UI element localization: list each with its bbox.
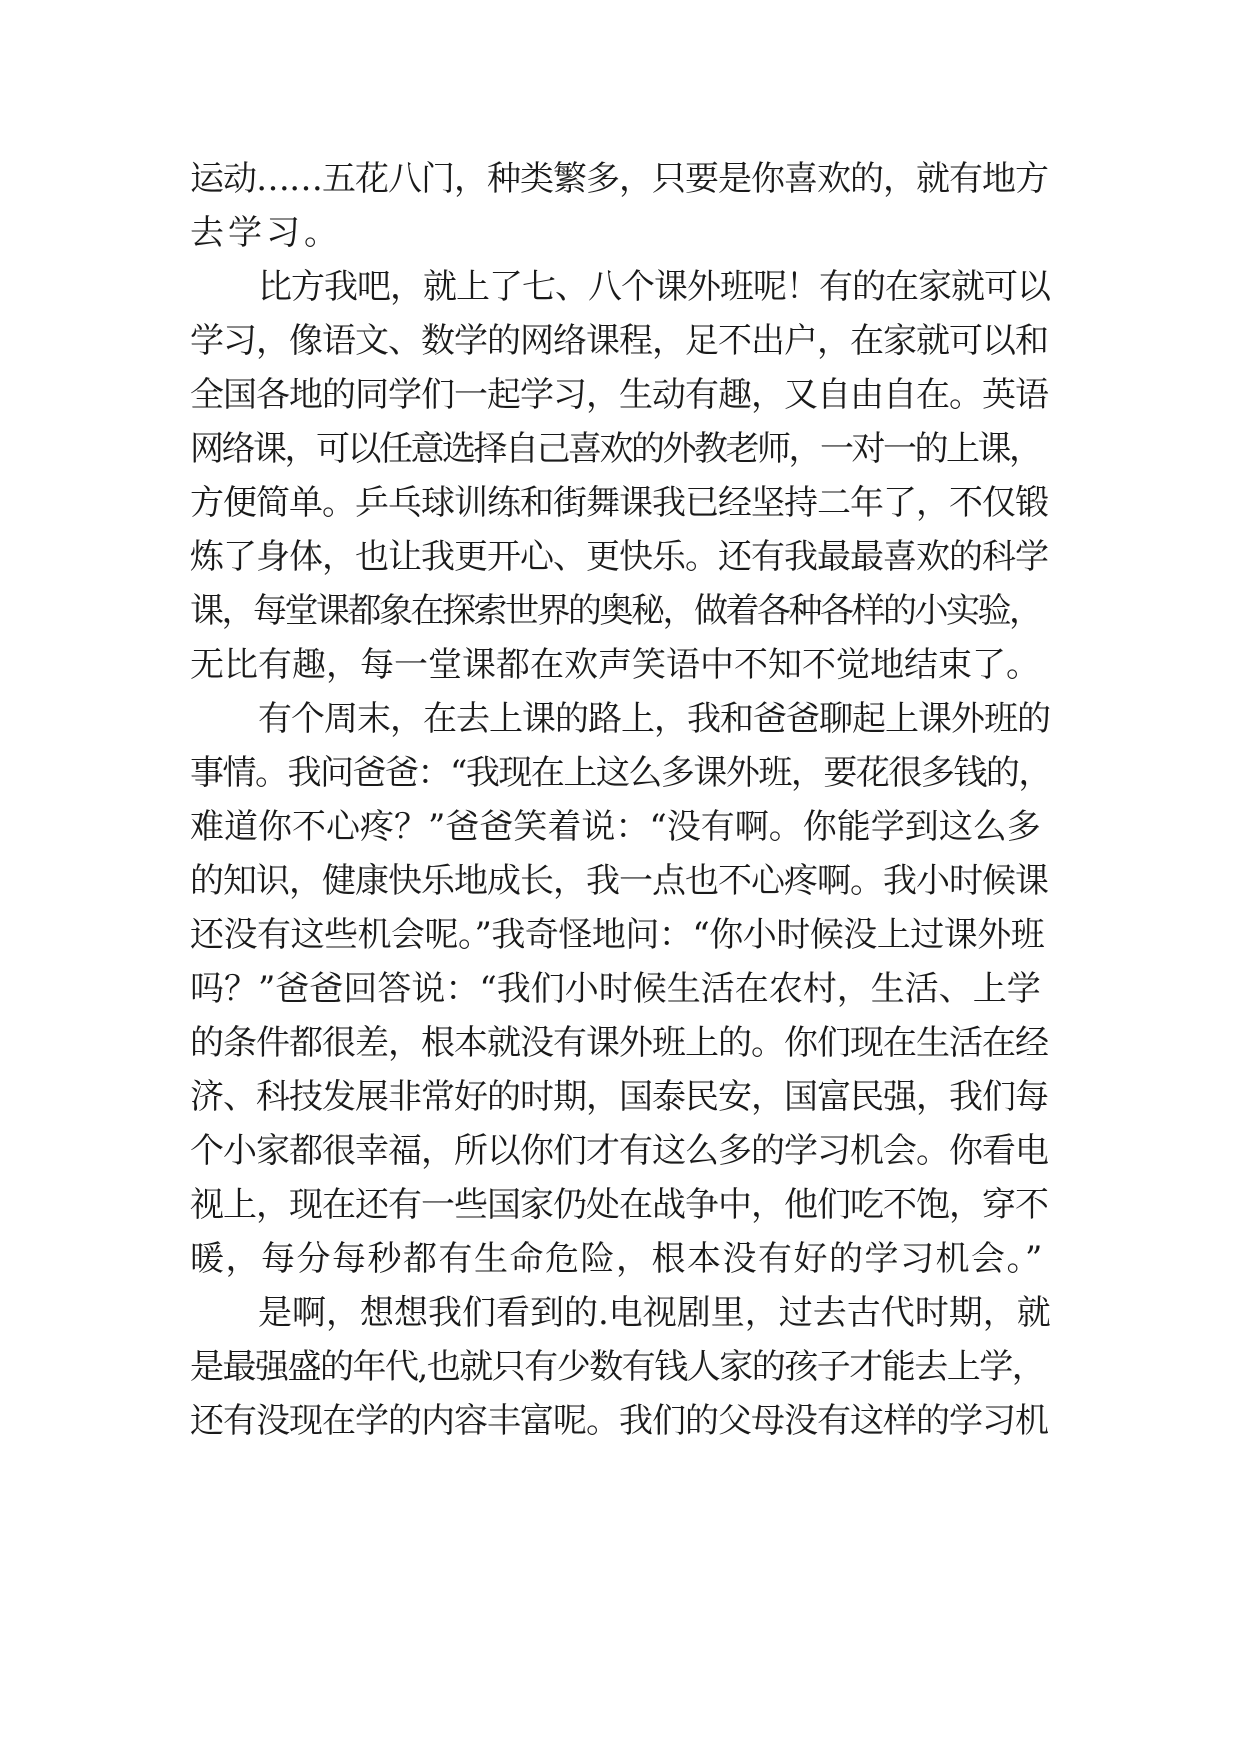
text-line: 网络课，可以任意选择自己喜欢的外教老师，一对一的上课， bbox=[190, 429, 1041, 469]
text-line: 事情。我问爸爸：“我现在上这么多课外班，要花很多钱的， bbox=[190, 753, 1051, 793]
text-line: 还没有这些机会呢。”我奇怪地问：“你小时候没上过课外班 bbox=[190, 915, 1045, 955]
text-line: 的条件都很差，根本就没有课外班上的。你们现在生活在经 bbox=[190, 1023, 1048, 1063]
text-line: 视上，现在还有一些国家仍处在战争中，他们吃不饱，穿不 bbox=[190, 1185, 1048, 1225]
text-line: 方便简单。乒乓球训练和街舞课我已经坚持二年了，不仅锻 bbox=[190, 483, 1048, 523]
text-line: 难道你不心疼？”爸爸笑着说：“没有啊。你能学到这么多 bbox=[190, 807, 1041, 847]
text-line: 去学习。 bbox=[190, 213, 342, 253]
text-line: 学习，像语文、数学的网络课程，足不出户，在家就可以和 bbox=[190, 321, 1048, 361]
text-line: 的知识，健康快乐地成长，我一点也不心疼啊。我小时候课 bbox=[190, 861, 1048, 901]
text-line: 是最强盛的年代,也就只有少数有钱人家的孩子才能去上学， bbox=[190, 1347, 1045, 1387]
text-line: 个小家都很幸福，所以你们才有这么多的学习机会。你看电 bbox=[190, 1131, 1048, 1171]
text-line: 炼了身体，也让我更开心、更快乐。还有我最最喜欢的科学 bbox=[190, 537, 1048, 577]
paragraph-start-line: 有个周末，在去上课的路上，我和爸爸聊起上课外班的 bbox=[258, 699, 1050, 739]
text-line: 课，每堂课都象在探索世界的奥秘，做着各种各样的小实验， bbox=[190, 591, 1041, 631]
text-line: 运动……五花八门，种类繁多，只要是你喜欢的，就有地方 bbox=[190, 159, 1048, 199]
text-line: 全国各地的同学们一起学习，生动有趣，又自由自在。英语 bbox=[190, 375, 1048, 415]
text-line: 济、科技发展非常好的时期，国泰民安，国富民强，我们每 bbox=[190, 1077, 1048, 1117]
paragraph-start-line: 比方我吧，就上了七、八个课外班呢！有的在家就可以 bbox=[258, 267, 1050, 307]
paragraph-start-line: 是啊，想想我们看到的.电视剧里，过去古代时期，就 bbox=[258, 1293, 1051, 1333]
text-line: 还有没现在学的内容丰富呢。我们的父母没有这样的学习机 bbox=[190, 1401, 1048, 1441]
text-line: 暖，每分每秒都有生命危险，根本没有好的学习机会。” bbox=[190, 1239, 1044, 1279]
text-line: 无比有趣，每一堂课都在欢声笑语中不知不觉地结束了。 bbox=[190, 645, 1040, 685]
text-line: 吗？”爸爸回答说：“我们小时候生活在农村，生活、上学 bbox=[190, 969, 1041, 1009]
